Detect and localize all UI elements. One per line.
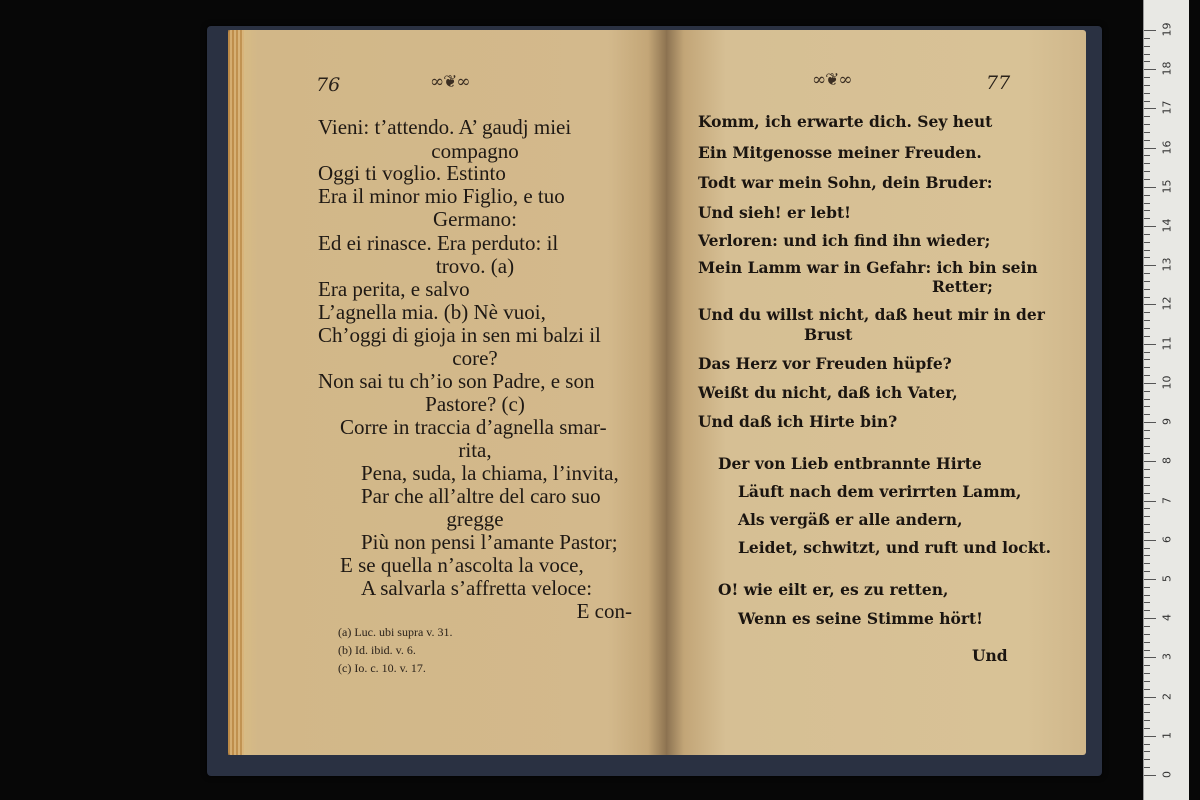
right-line-14: Läuft nach dem verirrten Lamm, <box>738 482 1022 501</box>
ruler-number: 18 <box>1160 61 1174 76</box>
ruler-tick <box>1144 69 1156 70</box>
ruler-tick <box>1144 85 1150 86</box>
left-line-17: Par che all’altre del caro suo <box>361 484 601 508</box>
left-line-7: trovo. (a) <box>435 254 515 278</box>
ruler-tick <box>1144 508 1150 509</box>
ruler-tick <box>1144 30 1156 31</box>
ruler-tick <box>1144 446 1150 447</box>
right-line-18: Wenn es seine Stimme hört! <box>738 609 983 628</box>
right-line-4: Und sieh! er lebt! <box>698 203 851 222</box>
page-edges <box>228 30 244 755</box>
right-line-2: Ein Mitgenosse meiner Freuden. <box>698 143 982 162</box>
ruler-tick <box>1144 422 1156 423</box>
ruler-tick <box>1144 265 1156 266</box>
right-line-13: Der von Lieb entbrannte Hirte <box>718 454 982 473</box>
left-line-10: Ch’oggi di gioja in sen mi balzi il <box>318 323 601 347</box>
ruler-number: 4 <box>1160 614 1174 622</box>
ruler-tick <box>1144 195 1150 196</box>
ruler-tick <box>1144 234 1150 235</box>
left-header-ornament: ∞❦∞ <box>430 72 470 92</box>
ruler-tick <box>1144 563 1150 564</box>
ruler-tick <box>1144 108 1156 109</box>
ruler-tick <box>1144 775 1156 776</box>
left-line-1: Vieni: t’attendo. A’ gaudj miei <box>318 115 572 139</box>
ruler-tick <box>1144 555 1150 556</box>
ruler-tick <box>1144 359 1150 360</box>
ruler-tick <box>1144 383 1156 384</box>
ruler-tick <box>1144 391 1150 392</box>
ruler-tick <box>1144 257 1150 258</box>
ruler-tick <box>1144 634 1150 635</box>
ruler-tick <box>1144 132 1150 133</box>
left-line-4: Era il minor mio Figlio, e tuo <box>318 184 565 208</box>
ruler-tick <box>1144 720 1150 721</box>
ruler-tick <box>1144 485 1150 486</box>
ruler-tick <box>1144 712 1150 713</box>
ruler-tick <box>1144 140 1150 141</box>
ruler-tick <box>1144 704 1150 705</box>
ruler-tick <box>1144 38 1150 39</box>
ruler-number: 9 <box>1160 418 1174 426</box>
left-line-22: E con- <box>576 599 632 623</box>
ruler-tick <box>1144 469 1150 470</box>
ruler-tick <box>1144 187 1156 188</box>
ruler-tick <box>1144 367 1150 368</box>
ruler-tick <box>1144 759 1150 760</box>
ruler-tick <box>1144 524 1150 525</box>
ruler-number: 19 <box>1160 22 1174 37</box>
ruler-tick <box>1144 320 1150 321</box>
ruler-tick <box>1144 751 1150 752</box>
ruler-tick <box>1144 501 1156 502</box>
ruler-tick <box>1144 406 1150 407</box>
ruler-tick <box>1144 312 1150 313</box>
ruler-tick <box>1144 242 1150 243</box>
ruler-tick <box>1144 210 1150 211</box>
ruler-tick <box>1144 77 1150 78</box>
measurement-ruler <box>1143 0 1189 800</box>
ruler-number: 1 <box>1160 731 1174 739</box>
ruler-tick <box>1144 532 1150 533</box>
ruler-tick <box>1144 163 1150 164</box>
ruler-tick <box>1144 493 1150 494</box>
ruler-tick <box>1144 453 1150 454</box>
left-page-number: 76 <box>316 74 341 96</box>
footnote-b: (b) Id. ibid. v. 6. <box>338 643 416 657</box>
left-line-11: core? <box>452 346 498 370</box>
right-line-19: Und <box>972 646 1008 665</box>
right-line-15: Als vergäß er alle andern, <box>738 510 963 529</box>
left-line-16: Pena, suda, la chiama, l’invita, <box>361 461 619 485</box>
ruler-tick <box>1144 281 1150 282</box>
ruler-tick <box>1144 155 1150 156</box>
ruler-tick <box>1144 375 1150 376</box>
ruler-number: 15 <box>1160 179 1174 194</box>
ruler-tick <box>1144 595 1150 596</box>
ruler-tick <box>1144 352 1150 353</box>
ruler-tick <box>1144 728 1150 729</box>
ruler-tick <box>1144 689 1150 690</box>
ruler-number: 5 <box>1160 574 1174 582</box>
right-header-ornament: ∞❦∞ <box>812 70 852 90</box>
right-line-3: Todt war mein Sohn, dein Bruder: <box>698 173 993 192</box>
ruler-number: 2 <box>1160 692 1174 700</box>
left-line-2: compagno <box>431 139 519 163</box>
right-line-5: Verloren: und ich find ihn wieder; <box>698 231 991 250</box>
right-line-10: Das Herz vor Freuden hüpfe? <box>698 354 952 373</box>
ruler-tick <box>1144 744 1150 745</box>
ruler-tick <box>1144 477 1150 478</box>
ruler-tick <box>1144 697 1156 698</box>
ruler-tick <box>1144 626 1150 627</box>
right-line-7: Retter; <box>932 277 993 296</box>
ruler-tick <box>1144 250 1150 251</box>
left-line-21: A salvarla s’affretta veloce: <box>361 576 593 600</box>
left-line-15: rita, <box>458 438 492 462</box>
ruler-tick <box>1144 171 1150 172</box>
ruler-tick <box>1144 610 1150 611</box>
ruler-tick <box>1144 124 1150 125</box>
ruler-number: 12 <box>1160 296 1174 311</box>
ruler-tick <box>1144 681 1150 682</box>
ruler-tick <box>1144 767 1150 768</box>
right-line-12: Und daß ich Hirte bin? <box>698 412 898 431</box>
ruler-tick <box>1144 642 1150 643</box>
right-line-8: Und du willst nicht, daß heut mir in der <box>698 305 1045 324</box>
ruler-tick <box>1144 571 1150 572</box>
ruler-number: 8 <box>1160 457 1174 465</box>
left-line-12: Non sai tu ch’io son Padre, e son <box>318 369 595 393</box>
ruler-tick <box>1144 650 1150 651</box>
ruler-tick <box>1144 516 1150 517</box>
left-line-3: Oggi ti voglio. Estinto <box>318 161 506 185</box>
right-line-11: Weißt du nicht, daß ich Vater, <box>698 383 958 402</box>
ruler-number: 7 <box>1160 496 1174 504</box>
ruler-tick <box>1144 540 1156 541</box>
left-line-13: Pastore? (c) <box>425 392 525 416</box>
right-line-16: Leidet, schwitzt, und ruft und lockt. <box>738 538 1052 557</box>
ruler-tick <box>1144 399 1150 400</box>
ruler-tick <box>1144 116 1150 117</box>
ruler-tick <box>1144 336 1150 337</box>
ruler-number: 10 <box>1160 375 1174 390</box>
right-line-1: Komm, ich erwarte dich. Sey heut <box>698 112 993 131</box>
ruler-number: 0 <box>1160 771 1174 778</box>
footnote-a: (a) Luc. ubi supra v. 31. <box>338 625 453 639</box>
ruler-tick <box>1144 665 1150 666</box>
ruler-tick <box>1144 289 1150 290</box>
ruler-number: 16 <box>1160 140 1174 155</box>
left-line-8: Era perita, e salvo <box>318 277 470 301</box>
left-line-19: Più non pensi l’amante Pastor; <box>361 530 618 554</box>
ruler-tick <box>1144 548 1150 549</box>
ruler-tick <box>1144 736 1156 737</box>
ruler-tick <box>1144 61 1150 62</box>
footnote-c: (c) Io. c. 10. v. 17. <box>338 661 426 675</box>
right-page-number: 77 <box>986 72 1011 94</box>
left-line-14: Corre in traccia d’agnella smar- <box>340 415 607 439</box>
right-line-6: Mein Lamm war in Gefahr: ich bin sein <box>698 258 1038 277</box>
ruler-tick <box>1144 93 1150 94</box>
ruler-tick <box>1144 203 1150 204</box>
ruler-number: 13 <box>1160 257 1174 272</box>
ruler-tick <box>1144 148 1156 149</box>
ruler-tick <box>1144 297 1150 298</box>
ruler-tick <box>1144 328 1150 329</box>
ruler-tick <box>1144 226 1156 227</box>
ruler-number: 6 <box>1160 535 1174 543</box>
ruler-tick <box>1144 344 1156 345</box>
left-line-5: Germano: <box>433 207 517 231</box>
ruler-tick <box>1144 587 1150 588</box>
left-line-20: E se quella n’ascolta la voce, <box>340 553 584 577</box>
ruler-tick <box>1144 46 1150 47</box>
right-line-17: O! wie eilt er, es zu retten, <box>718 580 949 599</box>
ruler-tick <box>1144 304 1156 305</box>
ruler-tick <box>1144 101 1150 102</box>
ruler-tick <box>1144 657 1156 658</box>
ruler-number: 3 <box>1160 653 1174 661</box>
ruler-number: 14 <box>1160 218 1174 233</box>
ruler-tick <box>1144 54 1150 55</box>
ruler-tick <box>1144 438 1150 439</box>
left-line-18: gregge <box>446 507 504 531</box>
ruler-tick <box>1144 461 1156 462</box>
left-line-9: L’agnella mia. (b) Nè vuoi, <box>318 300 546 324</box>
left-line-6: Ed ei rinasce. Era perduto: il <box>318 231 559 255</box>
ruler-tick <box>1144 602 1150 603</box>
ruler-tick <box>1144 218 1150 219</box>
ruler-tick <box>1144 179 1150 180</box>
ruler-tick <box>1144 273 1150 274</box>
ruler-tick <box>1144 414 1150 415</box>
ruler-tick <box>1144 579 1156 580</box>
ruler-tick <box>1144 618 1156 619</box>
ruler-number: 17 <box>1160 100 1174 115</box>
ruler-tick <box>1144 673 1150 674</box>
right-line-9: Brust <box>804 325 853 344</box>
ruler-tick <box>1144 430 1150 431</box>
ruler-number: 11 <box>1160 336 1174 351</box>
